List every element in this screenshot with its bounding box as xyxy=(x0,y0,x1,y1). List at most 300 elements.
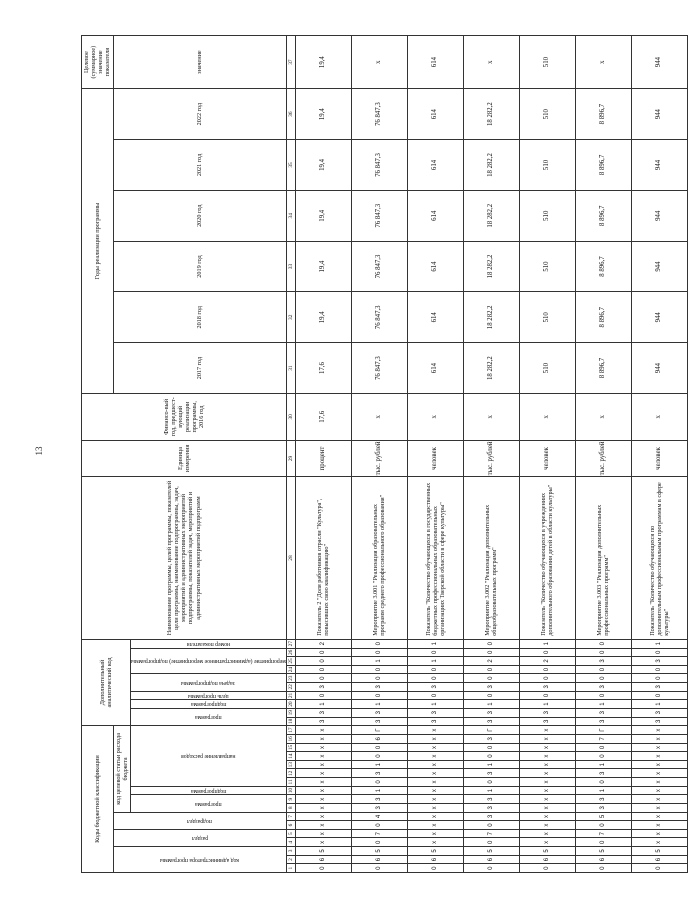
row-unit: человек xyxy=(519,440,575,477)
row-name: Показатель 2 "Доля работников отрасли "Культура", повысивших свою квалификацию" xyxy=(295,477,351,640)
row-year-value: 8 896,7 xyxy=(575,140,631,191)
header-program xyxy=(130,795,286,812)
code-cell: 7 xyxy=(463,829,519,838)
header-admin-code xyxy=(113,847,286,873)
code-cell: х xyxy=(407,804,463,813)
column-number: 15 xyxy=(287,744,294,751)
code-cell: 0 xyxy=(463,665,519,674)
header-name: Наименование программы, целей программы, показателей цели программы, наименование подпрограммы, задач, мероприятий и административных мероприятий подпрограммы, показателей задач, мероприятий и административных мероприятий подпрограмм xyxy=(82,477,287,640)
row-unit: человек xyxy=(631,440,687,477)
header-goal-label: цель программы xyxy=(187,692,229,699)
code-cell: 3 xyxy=(407,708,463,717)
code-cell: 3 xyxy=(295,717,351,726)
row-name: Показатель "Количество обучающихся в учреждениях дополнительного образования детей в области культуры" xyxy=(519,477,575,640)
code-cell: 5 xyxy=(575,847,631,856)
header-years-group: Годы реализации программы xyxy=(82,89,114,394)
code-cell: х xyxy=(519,760,575,769)
code-cell: 0 xyxy=(463,821,519,830)
code-cell: 0 xyxy=(351,691,407,700)
code-cell: х xyxy=(407,726,463,735)
code-cell: 3 xyxy=(351,717,407,726)
code-cell: 1 xyxy=(575,786,631,795)
code-cell: 0 xyxy=(575,691,631,700)
code-cell: 0 xyxy=(463,674,519,683)
code-cell: х xyxy=(407,838,463,847)
row-year-value: 510 xyxy=(519,292,575,343)
code-cell: 4 xyxy=(351,812,407,821)
code-cell: 0 xyxy=(463,639,519,648)
header-year-4: 2020 год xyxy=(113,190,286,241)
code-cell: 1 xyxy=(463,786,519,795)
code-cell: 0 xyxy=(575,665,631,674)
code-cell: 0 xyxy=(631,864,687,873)
header-direction-label: направление расходов xyxy=(181,753,236,760)
code-cell: 0 xyxy=(631,665,687,674)
code-cell: х xyxy=(407,752,463,761)
row-base-value: х xyxy=(407,393,463,440)
row-year-value: 944 xyxy=(631,241,687,292)
row-year-value: 614 xyxy=(407,89,463,140)
row-target-value: х xyxy=(575,36,631,89)
code-cell: х xyxy=(631,735,687,744)
code-cell: х xyxy=(295,752,351,761)
column-number: 35 xyxy=(286,140,295,191)
row-year-value: 8 896,7 xyxy=(575,89,631,140)
row-year-value: 76 847,3 xyxy=(351,190,407,241)
code-cell: 3 xyxy=(351,769,407,778)
code-cell: 7 xyxy=(575,829,631,838)
header-year-3: 2019 год xyxy=(113,241,286,292)
row-year-value: 944 xyxy=(631,89,687,140)
code-cell: х xyxy=(407,769,463,778)
code-cell: 0 xyxy=(295,657,351,666)
code-cell: 0 xyxy=(463,743,519,752)
row-name: Показатель "Количество обучающихся по дополнительным профессиональным программам в сфере культуры" xyxy=(631,477,687,640)
code-cell: х xyxy=(407,743,463,752)
code-cell: 0 xyxy=(407,674,463,683)
row-year-value: 76 847,3 xyxy=(351,89,407,140)
table-row xyxy=(295,36,351,873)
header-year-2: 2018 год xyxy=(113,292,286,343)
column-number: 13 xyxy=(287,762,294,768)
header-year-1: 2017 год xyxy=(113,343,286,394)
row-year-value: 944 xyxy=(631,140,687,191)
column-number: 4 xyxy=(286,838,295,847)
code-cell: х xyxy=(631,752,687,761)
header-budget-codes: Коды бюджетной классификации xyxy=(82,726,114,873)
code-cell: х xyxy=(519,726,575,735)
code-cell: х xyxy=(407,778,463,787)
code-cell: 0 xyxy=(351,665,407,674)
column-number: 19 xyxy=(287,710,294,716)
code-cell: 1 xyxy=(575,700,631,709)
column-number: 27 xyxy=(287,640,294,647)
code-cell: 6 xyxy=(351,855,407,864)
code-cell: 0 xyxy=(351,674,407,683)
code-cell: х xyxy=(407,829,463,838)
code-cell: 3 xyxy=(631,717,687,726)
code-cell: 5 xyxy=(575,812,631,821)
code-cell: х xyxy=(519,735,575,744)
table-row xyxy=(351,36,407,873)
row-year-value: 510 xyxy=(519,140,575,191)
row-year-value: 614 xyxy=(407,241,463,292)
code-cell: х xyxy=(295,735,351,744)
column-number: 28 xyxy=(286,477,295,640)
row-base-value: х xyxy=(519,393,575,440)
code-cell: 5 xyxy=(407,847,463,856)
code-cell: 1 xyxy=(463,760,519,769)
row-year-value: 8 896,7 xyxy=(575,190,631,241)
code-cell: 0 xyxy=(575,864,631,873)
header-fin-year: Финансо-вый год, предшест-вующий реализации программы, 2016 год xyxy=(82,393,287,440)
code-cell: 0 xyxy=(351,838,407,847)
code-cell: х xyxy=(295,778,351,787)
code-cell: 0 xyxy=(351,648,407,657)
row-base-value: х xyxy=(575,393,631,440)
code-cell: х xyxy=(631,795,687,804)
row-year-value: 76 847,3 xyxy=(351,140,407,191)
column-number: 36 xyxy=(286,89,295,140)
code-cell: х xyxy=(519,795,575,804)
column-number: 3 xyxy=(286,847,295,856)
column-number: 31 xyxy=(286,343,295,394)
row-year-value: 76 847,3 xyxy=(351,241,407,292)
code-cell: 3 xyxy=(575,795,631,804)
code-cell: 6 xyxy=(295,855,351,864)
code-cell: 1 xyxy=(575,760,631,769)
code-cell: 3 xyxy=(519,683,575,692)
code-cell: 5 xyxy=(351,847,407,856)
row-unit: процент xyxy=(295,440,351,477)
column-number: 32 xyxy=(286,292,295,343)
code-cell: 6 xyxy=(575,855,631,864)
code-cell: х xyxy=(407,760,463,769)
row-year-value: 76 847,3 xyxy=(351,292,407,343)
code-cell: 0 xyxy=(295,864,351,873)
row-year-value: 8 896,7 xyxy=(575,241,631,292)
row-target-value: х xyxy=(463,36,519,89)
code-cell: х xyxy=(631,769,687,778)
code-cell: 0 xyxy=(351,864,407,873)
row-year-value: 18 282,2 xyxy=(463,343,519,394)
code-cell: 0 xyxy=(631,648,687,657)
code-cell: 0 xyxy=(351,752,407,761)
code-cell: 1 xyxy=(407,657,463,666)
column-number: 20 xyxy=(287,701,294,707)
code-cell: 0 xyxy=(295,648,351,657)
page-number: 13 xyxy=(34,446,44,456)
row-year-value: 944 xyxy=(631,190,687,241)
code-cell: 0 xyxy=(631,674,687,683)
code-cell: 1 xyxy=(295,700,351,709)
code-cell: 0 xyxy=(463,778,519,787)
column-number: 18 xyxy=(287,718,294,725)
row-target-value: 614 xyxy=(407,36,463,89)
column-number: 6 xyxy=(286,821,295,830)
column-number: 26 xyxy=(287,649,294,656)
code-cell: 3 xyxy=(351,683,407,692)
code-cell: 3 xyxy=(463,717,519,726)
code-cell: х xyxy=(407,821,463,830)
column-number: 14 xyxy=(287,753,294,759)
header-subprogram2 xyxy=(130,700,286,709)
column-number: 7 xyxy=(286,812,295,821)
code-cell: 1 xyxy=(351,700,407,709)
code-cell: х xyxy=(519,743,575,752)
header-section-label: раздел xyxy=(191,835,208,842)
header-indicator xyxy=(130,639,286,648)
row-year-value: 18 282,2 xyxy=(463,140,519,191)
row-target-value: 510 xyxy=(519,36,575,89)
code-cell: х xyxy=(519,812,575,821)
column-number: 23 xyxy=(287,675,294,681)
header-target-article: код целевой статьи расхода бюджета xyxy=(113,726,130,812)
row-base-value: х xyxy=(463,393,519,440)
header-subsection xyxy=(113,812,286,829)
row-base-value: 17,6 xyxy=(295,393,351,440)
header-task-label: задача подпрограммы xyxy=(181,679,236,686)
code-cell: 3 xyxy=(407,717,463,726)
code-cell: 3 xyxy=(575,657,631,666)
code-cell: Г xyxy=(575,726,631,735)
code-cell: 7 xyxy=(351,829,407,838)
code-cell: х xyxy=(631,743,687,752)
column-number: 25 xyxy=(287,658,294,664)
code-cell: 3 xyxy=(463,812,519,821)
row-year-value: 18 282,2 xyxy=(463,241,519,292)
header-subprogram2-label: подпрограмма xyxy=(190,701,226,708)
row-base-value: х xyxy=(631,393,687,440)
row-year-value: 944 xyxy=(631,292,687,343)
code-cell: 0 xyxy=(575,778,631,787)
code-cell: 2 xyxy=(463,657,519,666)
code-cell: 1 xyxy=(351,760,407,769)
table-row xyxy=(463,36,519,873)
column-number: 21 xyxy=(287,692,294,699)
header-subsection-label: подраздел xyxy=(187,818,213,825)
code-cell: х xyxy=(631,812,687,821)
row-year-value: 614 xyxy=(407,343,463,394)
code-cell: х xyxy=(295,743,351,752)
code-cell: 3 xyxy=(295,708,351,717)
column-number: 9 xyxy=(286,795,295,804)
header-program-label: программа xyxy=(194,800,222,807)
code-cell: 0 xyxy=(407,691,463,700)
table-row xyxy=(519,36,575,873)
row-year-value: 17,6 xyxy=(295,343,351,394)
code-cell: 3 xyxy=(575,708,631,717)
code-cell: 0 xyxy=(463,838,519,847)
code-cell: 3 xyxy=(575,683,631,692)
code-cell: 1 xyxy=(631,700,687,709)
code-cell: 0 xyxy=(463,691,519,700)
code-cell: 6 xyxy=(631,855,687,864)
row-year-value: 19,4 xyxy=(295,140,351,191)
table-row xyxy=(575,36,631,873)
code-cell: 1 xyxy=(631,639,687,648)
code-cell: 5 xyxy=(463,847,519,856)
code-cell: 0 xyxy=(575,648,631,657)
code-cell: 3 xyxy=(463,804,519,813)
column-number: 30 xyxy=(286,393,295,440)
row-target-value: 944 xyxy=(631,36,687,89)
column-number: 29 xyxy=(286,440,295,477)
row-year-value: 19,4 xyxy=(295,89,351,140)
code-cell: 3 xyxy=(631,657,687,666)
row-year-value: 510 xyxy=(519,89,575,140)
code-cell: 3 xyxy=(351,795,407,804)
program-table xyxy=(81,35,688,873)
code-cell: 1 xyxy=(351,786,407,795)
code-cell: 0 xyxy=(519,864,575,873)
row-year-value: 19,4 xyxy=(295,190,351,241)
column-number: 5 xyxy=(286,829,295,838)
code-cell: 1 xyxy=(519,700,575,709)
code-cell: х xyxy=(295,829,351,838)
code-cell: х xyxy=(519,752,575,761)
code-cell: х xyxy=(631,760,687,769)
row-year-value: 510 xyxy=(519,343,575,394)
row-name: Мероприятие 3.003 "Реализация дополнительных профессиональных программ" xyxy=(575,477,631,640)
column-number: 1 xyxy=(286,864,295,873)
row-unit: человек xyxy=(407,440,463,477)
code-cell: 0 xyxy=(351,743,407,752)
code-cell: х xyxy=(295,760,351,769)
code-cell: 0 xyxy=(295,665,351,674)
code-cell: 0 xyxy=(631,691,687,700)
code-cell: 3 xyxy=(295,683,351,692)
row-target-value: 19,4 xyxy=(295,36,351,89)
header-program2-label: программа xyxy=(194,714,222,721)
code-cell: х xyxy=(407,735,463,744)
code-cell: 5 xyxy=(519,847,575,856)
column-number: 24 xyxy=(287,666,294,673)
header-goal xyxy=(130,691,286,700)
code-cell: 0 xyxy=(575,674,631,683)
header-event-label: мероприятие (административное мероприятие) подпрограммы xyxy=(130,658,286,665)
code-cell: 0 xyxy=(463,648,519,657)
row-base-value: х xyxy=(351,393,407,440)
code-cell: 0 xyxy=(575,838,631,847)
header-program2 xyxy=(130,708,286,725)
header-direction xyxy=(130,726,286,787)
header-year-5: 2021 год xyxy=(113,140,286,191)
code-cell: х xyxy=(631,821,687,830)
code-cell: 0 xyxy=(407,665,463,674)
code-cell: 0 xyxy=(463,752,519,761)
code-cell: 0 xyxy=(575,639,631,648)
code-cell: х xyxy=(519,804,575,813)
code-cell: 6 xyxy=(463,855,519,864)
code-cell: 3 xyxy=(351,804,407,813)
row-year-value: 18 282,2 xyxy=(463,190,519,241)
column-number: 33 xyxy=(286,241,295,292)
code-cell: х xyxy=(295,769,351,778)
code-cell: 3 xyxy=(463,795,519,804)
row-year-value: 614 xyxy=(407,140,463,191)
code-cell: Г xyxy=(351,726,407,735)
code-cell: 5 xyxy=(295,847,351,856)
column-number: 10 xyxy=(287,787,294,794)
code-cell: 1 xyxy=(351,657,407,666)
header-admin-code-label: код администратора программы xyxy=(160,856,240,863)
code-cell: 6 xyxy=(407,855,463,864)
code-cell: 3 xyxy=(575,717,631,726)
code-cell: х xyxy=(631,786,687,795)
row-year-value: 8 896,7 xyxy=(575,292,631,343)
code-cell: х xyxy=(519,769,575,778)
column-number: 2 xyxy=(286,855,295,864)
code-cell: 1 xyxy=(407,639,463,648)
code-cell: 0 xyxy=(295,674,351,683)
header-unit: Единица измерения xyxy=(82,440,287,477)
row-year-value: 8 896,7 xyxy=(575,343,631,394)
code-cell: 1 xyxy=(463,700,519,709)
code-cell: 0 xyxy=(519,648,575,657)
code-cell: х xyxy=(519,778,575,787)
code-cell: 2 xyxy=(295,639,351,648)
row-year-value: 18 282,2 xyxy=(463,89,519,140)
code-cell: х xyxy=(631,804,687,813)
header-subprogram-label: подпрограмма xyxy=(190,787,226,794)
header-subprogram xyxy=(130,786,286,795)
column-number: 17 xyxy=(287,727,294,733)
code-cell: 0 xyxy=(295,691,351,700)
code-cell: 0 xyxy=(519,665,575,674)
row-year-value: 76 847,3 xyxy=(351,343,407,394)
row-unit: тыс. рублей xyxy=(575,440,631,477)
code-cell: 2 xyxy=(519,657,575,666)
row-year-value: 18 282,2 xyxy=(463,292,519,343)
header-value-word: значение xyxy=(113,36,286,89)
row-year-value: 614 xyxy=(407,292,463,343)
header-event xyxy=(130,648,286,674)
code-cell: 0 xyxy=(575,752,631,761)
row-target-value: х xyxy=(351,36,407,89)
code-cell: х xyxy=(519,786,575,795)
code-cell: 0 xyxy=(519,674,575,683)
row-name: Мероприятие 3.001 "Реализация образовательных программ среднего профессионального образования" xyxy=(351,477,407,640)
code-cell: 3 xyxy=(519,708,575,717)
code-cell: 5 xyxy=(631,847,687,856)
column-number: 12 xyxy=(287,770,294,777)
row-year-value: 510 xyxy=(519,190,575,241)
code-cell: х xyxy=(295,838,351,847)
column-number: 37 xyxy=(286,36,295,89)
code-cell: 0 xyxy=(519,691,575,700)
code-cell: х xyxy=(407,812,463,821)
code-cell: х xyxy=(295,812,351,821)
header-additional-code: Дополнительный аналитический код xyxy=(82,639,131,725)
column-number: 34 xyxy=(286,190,295,241)
header-year-6: 2022 год xyxy=(113,89,286,140)
code-cell: х xyxy=(407,786,463,795)
code-cell: 6 xyxy=(519,855,575,864)
column-number: 8 xyxy=(286,804,295,813)
code-cell: 7 xyxy=(575,735,631,744)
code-cell: х xyxy=(295,804,351,813)
column-number: 22 xyxy=(287,684,294,690)
row-year-value: 19,4 xyxy=(295,241,351,292)
code-cell: х xyxy=(295,786,351,795)
code-cell: 0 xyxy=(463,864,519,873)
header-target-value: Целевое (суммарное) значение показателя xyxy=(82,36,114,89)
row-name: Мероприятие 3.002 "Реализация дополнительных общеобразовательных программ" xyxy=(463,477,519,640)
code-cell: х xyxy=(407,795,463,804)
table-row xyxy=(407,36,463,873)
code-cell: 0 xyxy=(351,639,407,648)
